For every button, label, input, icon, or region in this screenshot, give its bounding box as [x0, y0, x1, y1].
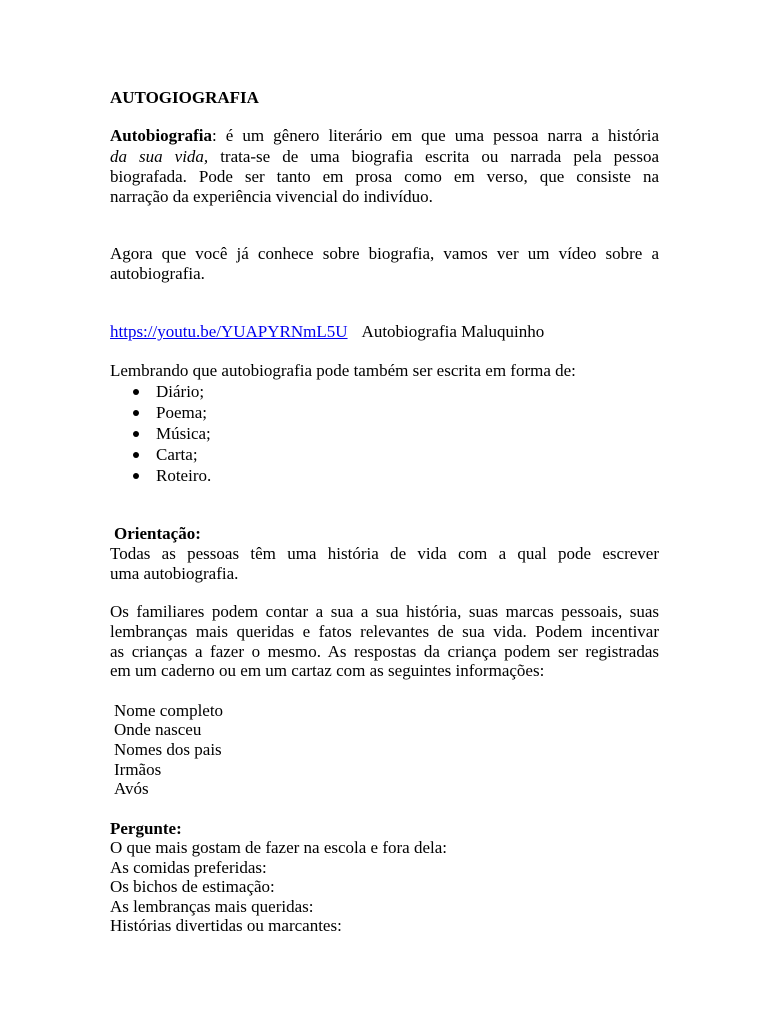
list-item-label: Música;	[156, 424, 211, 443]
list-item	[110, 402, 211, 423]
list-item-label: Poema;	[156, 403, 207, 422]
list-item-label: Diário;	[156, 382, 205, 401]
question-item: Histórias divertidas ou marcantes:	[110, 916, 342, 935]
orientacao-p1-line-1: Todas as pessoas têm uma história de vida com a qual pode escrever	[110, 544, 659, 563]
definition-term: Autobiografia	[110, 126, 212, 145]
definition-line-2-text: trata-se de uma biografia escrita ou narrada pela pessoa	[208, 147, 659, 166]
orientacao-p2-line-4: em um caderno ou em um cartaz com as seguintes informações:	[110, 661, 545, 680]
bullet-icon	[133, 473, 139, 479]
orientacao-p2-line-1: Os familiares podem contar a sua a sua história, suas marcas pessoais, suas	[110, 602, 659, 621]
bullet-icon	[133, 389, 139, 395]
info-field: Irmãos	[114, 760, 162, 779]
video-reference	[110, 322, 544, 342]
definition-line-1	[110, 126, 659, 146]
list-item	[110, 465, 211, 486]
orientacao-heading: Orientação:	[114, 524, 201, 543]
info-field: Avós	[114, 779, 149, 798]
video-label: Autobiografia Maluquinho	[361, 322, 545, 341]
question-item: O que mais gostam de fazer na escola e fora dela:	[110, 838, 448, 857]
info-field: Nomes dos pais	[114, 740, 222, 759]
list-item	[110, 381, 211, 402]
document-title: AUTOGIOGRAFIA	[110, 88, 259, 107]
orientacao-p2-line-3: as crianças a fazer o mesmo. As respostas da criança podem ser registradas	[110, 642, 659, 661]
pergunte-heading: Pergunte:	[110, 819, 182, 838]
forms-list	[110, 381, 211, 486]
forms-lead: Lembrando que autobiografia pode também ser escrita em forma de:	[110, 361, 576, 380]
orientacao-p2-line-2: lembranças mais queridas e fatos relevantes de sua vida. Podem incentivar	[110, 622, 659, 641]
intro-line-2: autobiografia.	[110, 264, 205, 283]
definition-line-2	[110, 147, 659, 167]
definition-italic: da sua vida,	[110, 147, 209, 166]
info-field: Onde nasceu	[114, 720, 202, 739]
definition-line-1-text: : é um gênero literário em que uma pessoa narra a história	[212, 126, 659, 145]
definition-line-3: biografada. Pode ser tanto em prosa como em verso, que consiste na	[110, 167, 659, 186]
list-item-label: Carta;	[156, 445, 198, 464]
bullet-icon	[133, 410, 139, 416]
question-item: As comidas preferidas:	[110, 858, 267, 877]
orientacao-p1-line-2: uma autobiografia.	[110, 564, 239, 583]
bullet-icon	[133, 452, 139, 458]
intro-line-1: Agora que você já conhece sobre biografia, vamos ver um vídeo sobre a	[110, 244, 659, 263]
info-field: Nome completo	[114, 701, 224, 720]
video-link[interactable]: https://youtu.be/YUAPYRNmL5U	[110, 322, 348, 341]
question-item: As lembranças mais queridas:	[110, 897, 314, 916]
list-item	[110, 423, 211, 444]
list-item-label: Roteiro.	[156, 466, 212, 485]
question-item: Os bichos de estimação:	[110, 877, 275, 896]
list-item	[110, 444, 211, 465]
bullet-icon	[133, 431, 139, 437]
definition-line-4: narração da experiência vivencial do indivíduo.	[110, 187, 433, 206]
